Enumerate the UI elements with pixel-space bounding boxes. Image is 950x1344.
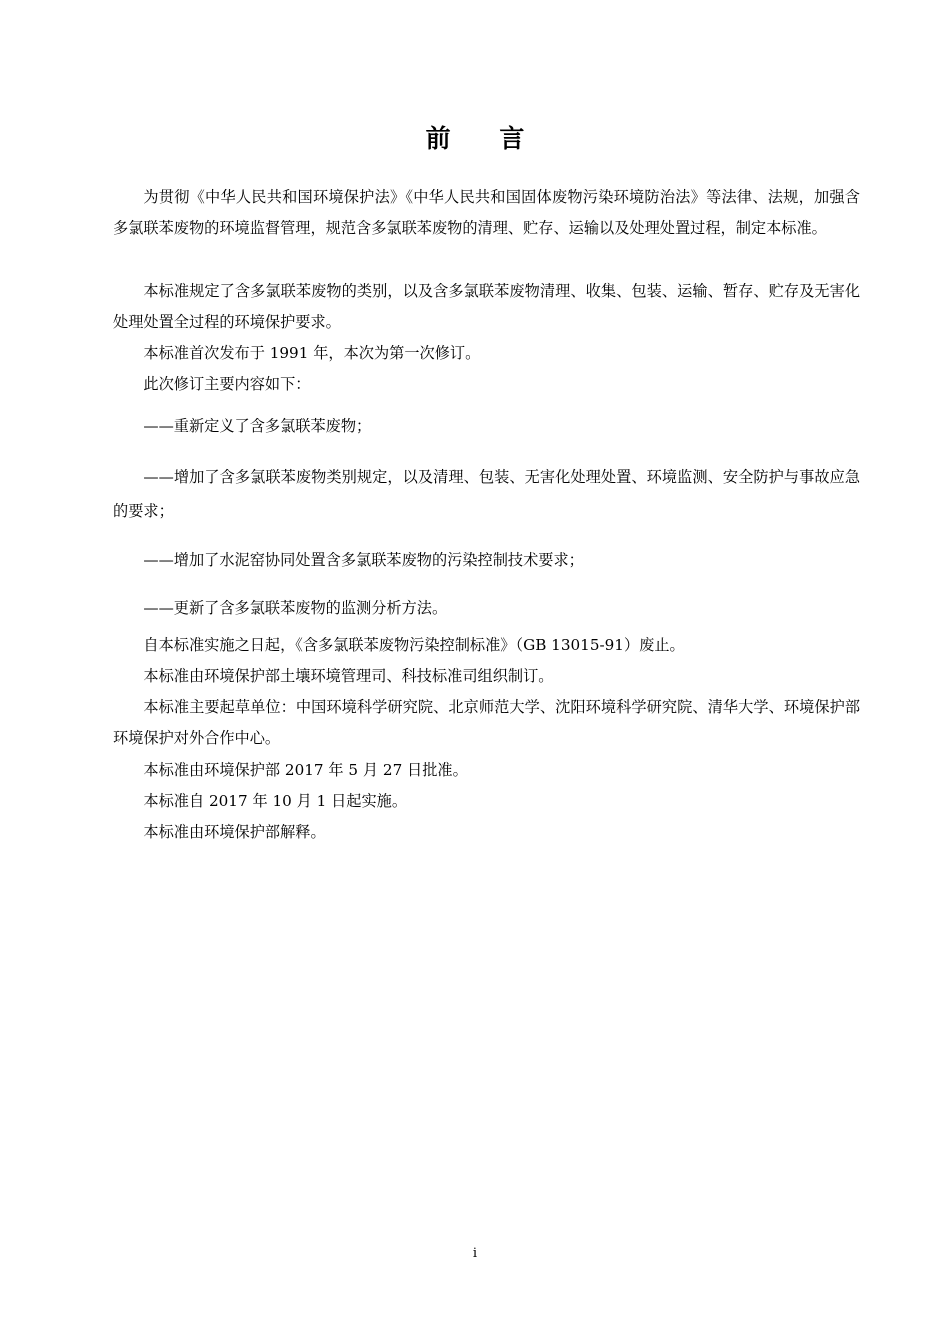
paragraph-drafters: 本标准主要起草单位：中国环境科学研究院、北京师范大学、沈阳环境科学研究院、清华大学、环境保护部环境保护对外合作中心。 (113, 698, 860, 747)
page-number: i (472, 1246, 478, 1261)
revision-item: ——重新定义了含多氯联苯废物； (143, 417, 372, 435)
paragraph-revision-intro: 此次修订主要内容如下： (143, 375, 311, 393)
revision-item: ——增加了含多氯联苯废物类别规定，以及清理、包装、无害化处理处置、环境监测、安全防护与事故应急的要求； (113, 468, 860, 520)
paragraph-organizer: 本标准由环境保护部土壤环境管理司、科技标准司组织制订。 (143, 667, 554, 685)
paragraph-effective-date: 本标准自 2017 年 10 月 1 日起实施。 (143, 792, 408, 810)
paragraph-repeal: 自本标准实施之日起，《含多氯联苯废物污染控制标准》（GB 13015-91）废止。 (143, 636, 685, 654)
revision-item: ——增加了水泥窑协同处置含多氯联苯废物的污染控制技术要求； (143, 551, 584, 569)
revision-item: ——更新了含多氯联苯废物的监测分析方法。 (143, 599, 448, 617)
paragraph-scope: 本标准规定了含多氯联苯废物的类别，以及含多氯联苯废物清理、收集、包装、运输、暂存、贮存及无害化处理处置全过程的环境保护要求。 (113, 282, 860, 331)
page-title: 前 言 (425, 124, 545, 153)
paragraph-approval: 本标准由环境保护部 2017 年 5 月 27 日批准。 (143, 761, 468, 779)
paragraph-interpretation: 本标准由环境保护部解释。 (143, 823, 326, 841)
paragraph-purpose: 为贯彻《中华人民共和国环境保护法》《中华人民共和国固体废物污染环境防治法》等法律、法规，加强含多氯联苯废物的环境监督管理，规范含多氯联苯废物的清理、贮存、运输以及处理处置过程，制定本标准。 (113, 188, 860, 237)
paragraph-first-release: 本标准首次发布于 1991 年，本次为第一次修订。 (143, 344, 481, 362)
